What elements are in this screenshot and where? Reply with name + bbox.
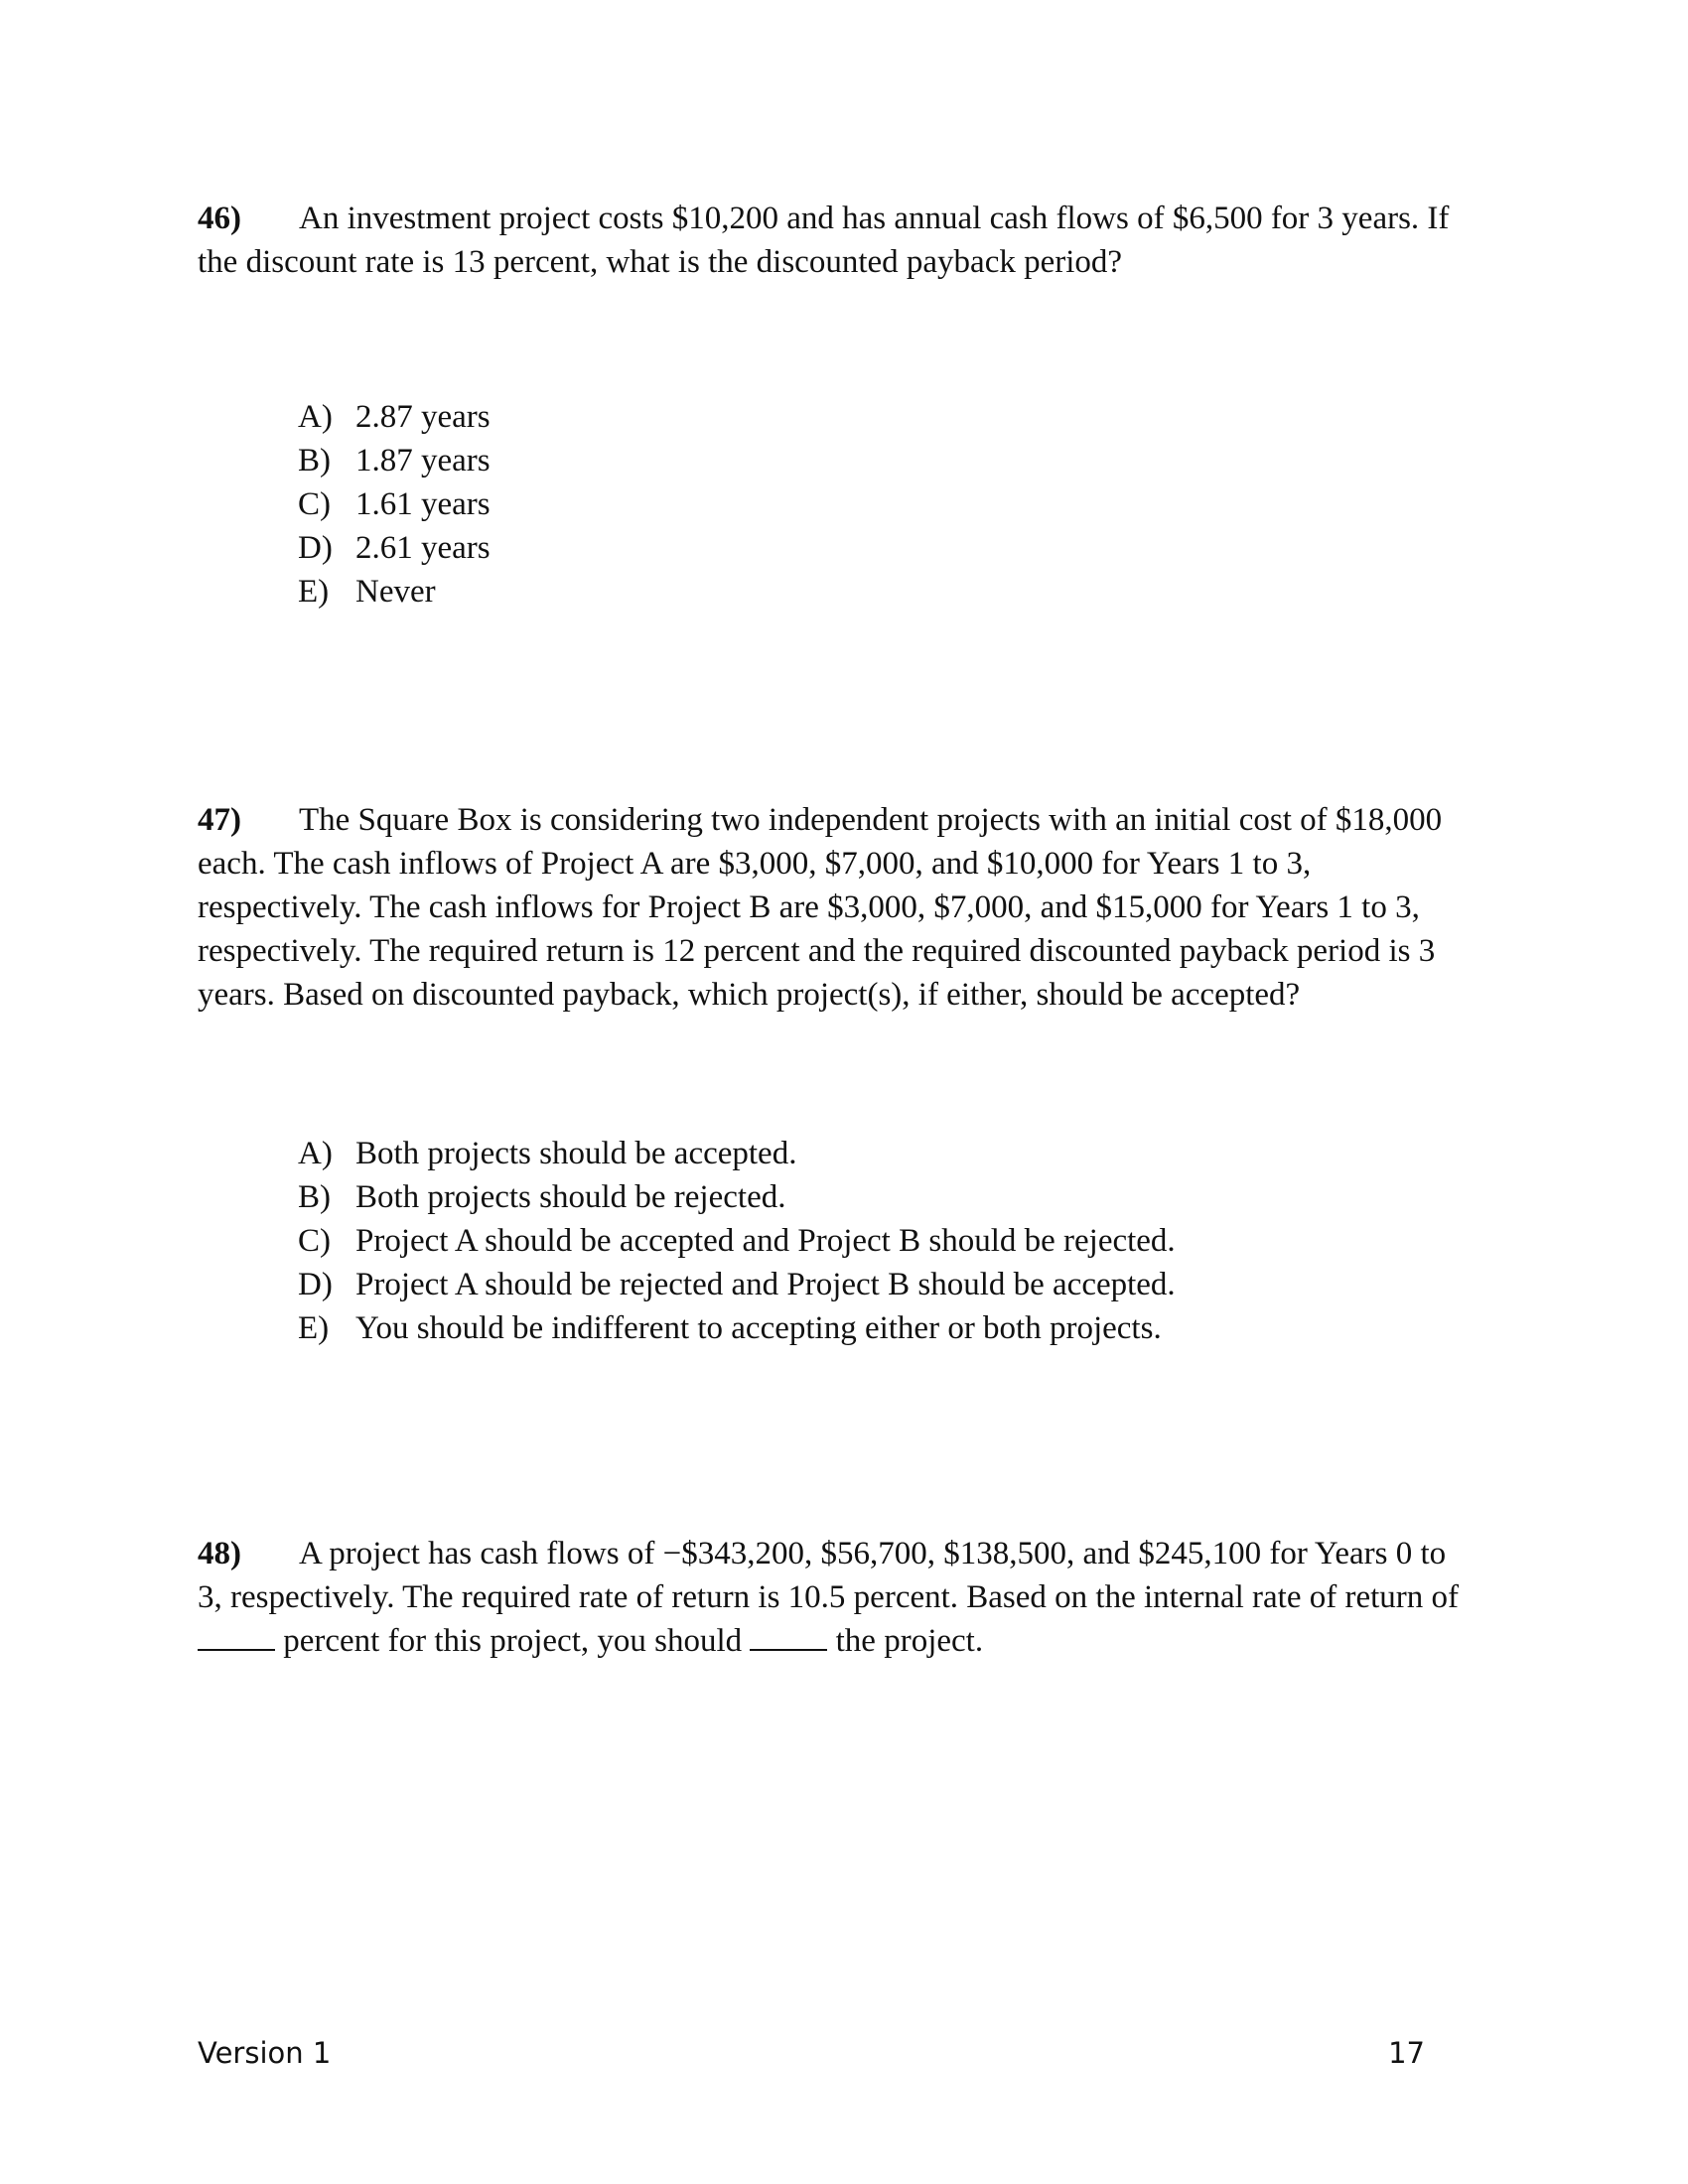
option-46-b <box>298 439 491 482</box>
irr-blank <box>198 1619 275 1651</box>
question-47 <box>198 798 1478 1017</box>
option-letter: D) <box>298 530 333 566</box>
option-letter: C) <box>298 486 331 522</box>
option-47-b <box>298 1175 1176 1219</box>
option-letter: B) <box>298 443 331 478</box>
option-46-a <box>298 395 491 439</box>
option-text: 2.61 years <box>355 530 491 566</box>
option-text: You should be indifferent to accepting either or both projects. <box>355 1310 1162 1346</box>
option-text: Never <box>355 574 436 610</box>
question-48-text-part1: A project has cash flows of −$343,200, $56,700, $138,500, and $245,100 for Years 0 to 3, respectively. The required rate of return is 10.5 percent. Based on the internal rate of return of <box>198 1536 1460 1615</box>
footer-version: Version 1 <box>198 2036 332 2070</box>
question-48 <box>198 1532 1478 1663</box>
question-47-text: The Square Box is considering two independent projects with an initial cost of $18,000 each. The cash inflows of Project A are $3,000, $7,000, and $10,000 for Years 1 to 3, respectively. The cash inflows for Project B are $3,000, $7,000, and $15,000 for Years 1 to 3, respectively. The required return is 12 percent and the required discounted payback period is 3 years. Based on discounted payback, which project(s), if either, should be accepted? <box>198 802 1443 1013</box>
option-text: 1.87 years <box>355 443 491 478</box>
question-48-text-part3: the project. <box>835 1623 984 1659</box>
question-48-text-part2: percent for this project, you should <box>283 1623 743 1659</box>
option-46-e <box>298 570 491 614</box>
option-46-c <box>298 482 491 526</box>
option-text: 2.87 years <box>355 399 491 435</box>
option-46-d <box>298 526 491 570</box>
option-47-a <box>298 1132 1176 1175</box>
question-46 <box>198 197 1478 284</box>
question-46-number: 46) <box>198 201 241 236</box>
option-text: Both projects should be accepted. <box>355 1136 797 1171</box>
option-letter: C) <box>298 1223 331 1259</box>
decision-blank <box>750 1619 827 1651</box>
question-46-text-block <box>198 197 1478 284</box>
question-48-text-block <box>198 1532 1478 1663</box>
option-letter: A) <box>298 399 333 435</box>
option-text: Project A should be rejected and Project B should be accepted. <box>355 1267 1176 1302</box>
option-letter: E) <box>298 574 330 610</box>
footer-page-number: 17 <box>1388 2036 1425 2070</box>
option-47-e <box>298 1306 1176 1350</box>
option-47-c <box>298 1219 1176 1263</box>
question-48-number: 48) <box>198 1536 241 1571</box>
question-47-number: 47) <box>198 802 241 838</box>
question-46-text: An investment project costs $10,200 and has annual cash flows of $6,500 for 3 years. If the discount rate is 13 percent, what is the discounted payback period? <box>198 201 1450 280</box>
option-47-d <box>298 1263 1176 1306</box>
option-text: Project A should be accepted and Project B should be rejected. <box>355 1223 1176 1259</box>
question-46-options <box>298 395 491 614</box>
question-47-text-block <box>198 798 1478 1017</box>
option-text: 1.61 years <box>355 486 491 522</box>
option-letter: B) <box>298 1179 331 1215</box>
option-letter: D) <box>298 1267 333 1302</box>
question-47-options <box>298 1132 1176 1350</box>
option-letter: E) <box>298 1310 330 1346</box>
option-letter: A) <box>298 1136 333 1171</box>
option-text: Both projects should be rejected. <box>355 1179 786 1215</box>
